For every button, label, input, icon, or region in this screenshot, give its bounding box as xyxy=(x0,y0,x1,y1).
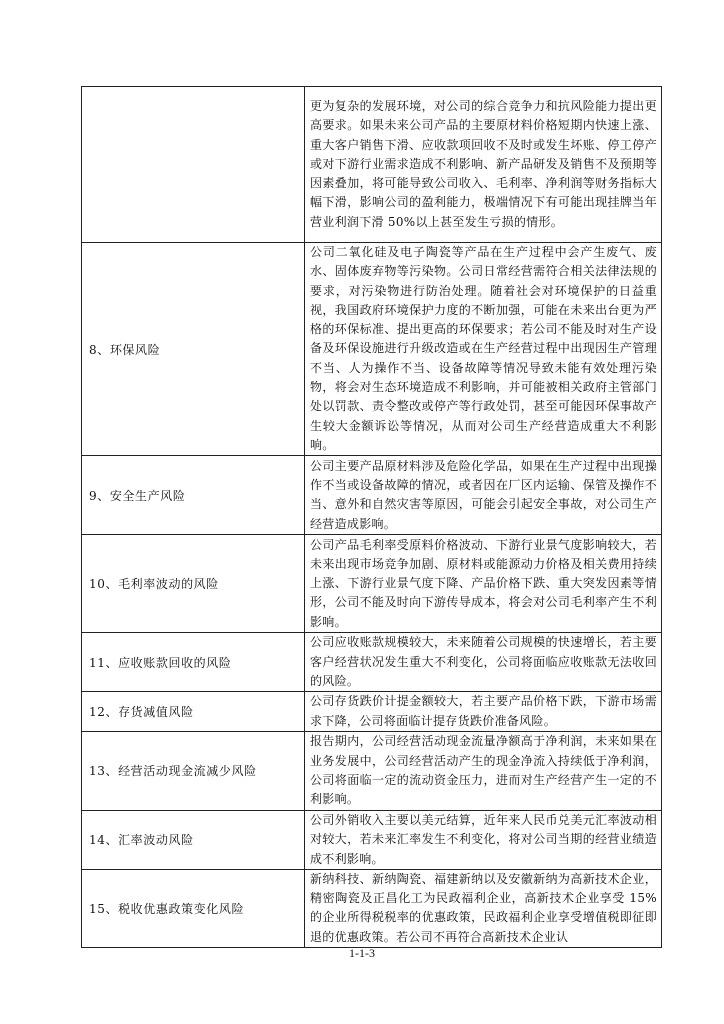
risk-name-cell: 14、汇率波动风险 xyxy=(82,810,305,869)
risk-name-cell: 10、毛利率波动的风险 xyxy=(82,535,305,633)
table-row xyxy=(82,535,662,633)
risk-description-cell: 公司存货跌价计提金额较大，若主要产品价格下跌，下游市场需求下降，公司将面临计提存货跌价准备风险。 xyxy=(305,692,662,732)
table-row xyxy=(82,692,662,732)
table-row xyxy=(82,633,662,692)
risk-name-cell xyxy=(82,87,305,243)
risk-name-cell: 9、安全生产风险 xyxy=(82,456,305,535)
risk-name-cell: 13、经营活动现金流减少风险 xyxy=(82,731,305,810)
risk-name-cell: 8、环保风险 xyxy=(82,243,305,456)
risk-name-cell: 11、应收账款回收的风险 xyxy=(82,633,305,692)
table-row xyxy=(82,456,662,535)
risk-name-cell: 15、税收优惠政策变化风险 xyxy=(82,869,305,947)
table-row xyxy=(82,731,662,810)
risk-description-cell: 新纳科技、新纳陶瓷、福建新纳以及安徽新纳为高新技术企业，精密陶瓷及正昌化工为民政福利企业，高新技术企业享受 15%的企业所得税税率的优惠政策，民政福利企业享受增值税即征即退的优惠政策。若公司不再符合高新技术企业认 xyxy=(305,869,662,947)
risk-description-cell: 报告期内，公司经营活动现金流量净额高于净利润，未来如果在业务发展中，公司经营活动产生的现金净流入持续低于净利润，公司将面临一定的流动资金压力，进而对生产经营产生一定的不利影响。 xyxy=(305,731,662,810)
risk-description-cell: 公司产品毛利率受原料价格波动、下游行业景气度影响较大，若未来出现市场竞争加剧、原材料或能源动力价格及相关费用持续上涨、下游行业景气度下降、产品价格下跌、重大突发因素等情形，公司不能及时向下游传导成本，将会对公司毛利率产生不利影响。 xyxy=(305,535,662,633)
risk-description-cell: 公司应收账款规模较大，未来随着公司规模的快速增长，若主要客户经营状况发生重大不利变化，公司将面临应收账款无法收回的风险。 xyxy=(305,633,662,692)
table-row xyxy=(82,243,662,456)
risk-description-cell: 公司主要产品原材料涉及危险化学品，如果在生产过程中出现操作不当或设备故障的情况，或者因在厂区内运输、保管及操作不当、意外和自然灾害等原因，可能会引起安全事故，对公司生产经营造成影响。 xyxy=(305,456,662,535)
table-row xyxy=(82,87,662,243)
risk-factor-table xyxy=(81,86,662,948)
risk-name-cell: 12、存货减值风险 xyxy=(82,692,305,732)
risk-description-cell: 更为复杂的发展环境，对公司的综合竞争力和抗风险能力提出更高要求。如果未来公司产品的主要原材料价格短期内快速上涨、重大客户销售下滑、应收款项回收不及时或发生坏账、停工停产或对下游行业需求造成不利影响、新产品研发及销售不及预期等因素叠加，将可能导致公司收入、毛利率、净利润等财务指标大幅下滑，影响公司的盈利能力，极端情况下有可能出现挂牌当年营业利润下滑 50%以上甚至发生亏损的情形。 xyxy=(305,87,662,243)
table-row xyxy=(82,810,662,869)
page-number: 1-1-3 xyxy=(349,946,375,960)
table-row xyxy=(82,869,662,947)
risk-description-cell: 公司外销收入主要以美元结算，近年来人民币兑美元汇率波动相对较大，若未来汇率发生不利变化，将对公司当期的经营业绩造成不利影响。 xyxy=(305,810,662,869)
risk-description-cell: 公司二氧化硅及电子陶瓷等产品在生产过程中会产生废气、废水、固体废弃物等污染物。公司日常经营需符合相关法律法规的要求，对污染物进行防治处理。随着社会对环境保护的日益重视，我国政府环境保护力度的不断加强，可能在未来出台更为严格的环保标准、提出更高的环保要求；若公司不能及时对生产设备及环保设施进行升级改造或在生产经营过程中出现因生产管理不当、人为操作不当、设备故障等情况导致未能有效处理污染物，将会对生态环境造成不利影响，并可能被相关政府主管部门处以罚款、责令整改或停产等行政处罚，甚至可能因环保事故产生较大金额诉讼等情况，从而对公司生产经营造成重大不利影响。 xyxy=(305,243,662,456)
